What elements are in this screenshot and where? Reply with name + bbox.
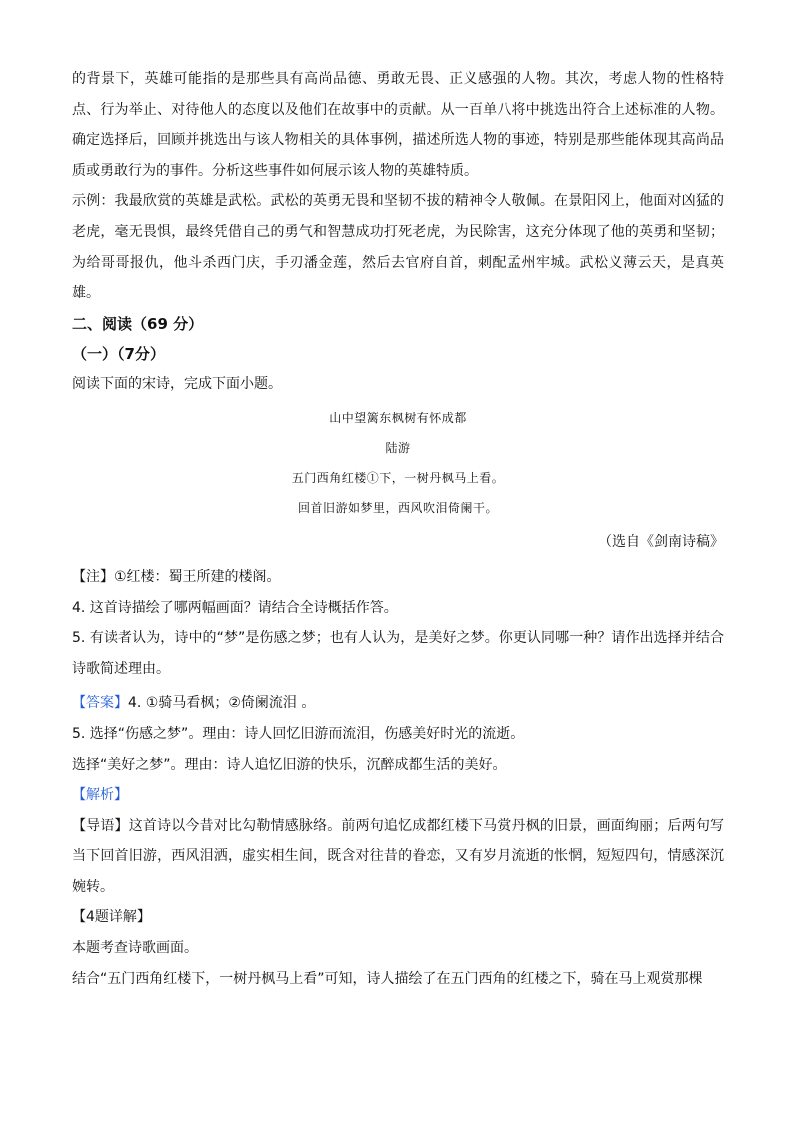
answer-5-option-2: 选择“美好之梦”。理由：诗人追忆旧游的快乐，沉醉成都生活的美好。 bbox=[72, 756, 507, 773]
analysis-guide bbox=[72, 811, 724, 903]
analysis-label: 【解析】 bbox=[72, 787, 128, 804]
poem-block bbox=[72, 403, 724, 523]
paragraph-approach: 的背景下，英雄可能指的是那些具有高尚品德、勇敢无畏、正义感强的人物。其次，考虑人物的性格特点、行为举止、对待他人的态度以及他们在故事中的贡献。从一百单八将中挑选出符合上述标准的人物。确定选择后，回顾并挑选出与该人物相关的具体事例，描述所选人物的事迹，特别是那些能体现其高尚品质或勇敢行为的事件。分析这些事件如何展示该人物的英雄特质。 bbox=[72, 71, 724, 179]
poem-line-1: 五门西角红楼①下，一树丹枫马上看。 bbox=[291, 471, 505, 486]
answer-line-4 bbox=[72, 688, 724, 719]
detail-line-1: 本题考查诗歌画面。 bbox=[72, 940, 198, 957]
poem-source: （选自《剑南诗稿》 bbox=[598, 534, 724, 551]
reading-instruction: 阅读下面的宋诗，完成下面小题。 bbox=[72, 375, 282, 392]
poem-note: 【注】①红楼：蜀王所建的楼阁。 bbox=[72, 568, 281, 585]
subsection-title: （一）（7分） bbox=[72, 344, 165, 363]
answer-4: 4. ①骑马看枫；②倚阑流泪 。 bbox=[128, 695, 316, 712]
question-4: 4. 这首诗描绘了哪两幅画面？请结合全诗概括作答。 bbox=[72, 599, 398, 616]
poem-title: 山中望篱东枫树有怀成都 bbox=[329, 411, 467, 426]
detail-line-2: 结合“五门西角红楼下，一树丹枫马上看”可知，诗人描绘了在五门西角的红楼之下，骑在马上观赏那棵 bbox=[72, 970, 703, 987]
guide-label: 【导语】 bbox=[72, 817, 129, 834]
section-title: 二、阅读（69 分） bbox=[72, 314, 204, 333]
detail-label: 【4题详解】 bbox=[72, 909, 151, 926]
paragraph-example: 示例：我最欣赏的英雄是武松。武松的英勇无畏和坚韧不拔的精神令人敬佩。在景阳冈上，他面对凶猛的老虎，毫无畏惧，最终凭借自己的勇气和智慧成功打死老虎，为民除害，这充分体现了他的英勇和坚韧；为给哥哥报仇，他斗杀西门庆，手刃潘金莲，然后去官府自首，刺配孟州牢城。武松义薄云天，是真英雄。 bbox=[72, 193, 724, 302]
poem-line-2: 回首旧游如梦里，西风吹泪倚阑干。 bbox=[297, 501, 498, 516]
poem-author: 陆游 bbox=[385, 441, 411, 456]
answer-label: 【答案】 bbox=[72, 695, 128, 712]
question-5: 5. 有读者认为，诗中的“梦”是伤感之梦；也有人认为，是美好之梦。你更认同哪一种？请作出选择并结合诗歌简述理由。 bbox=[72, 630, 724, 677]
guide-text: 这首诗以今昔对比勾勒情感脉络。前两句追忆成都红楼下马赏丹枫的旧景，画面绚丽；后两句写当下回首旧游，西风泪洒，虚实相生间，既含对往昔的眷恋，又有岁月流逝的怅惘，短短四句，情感深沉婉转。 bbox=[72, 817, 725, 895]
document-body bbox=[72, 64, 724, 994]
answer-5-option-1: 5. 选择“伤感之梦”。理由：诗人回忆旧游而流泪，伤感美好时光的流逝。 bbox=[72, 725, 525, 742]
